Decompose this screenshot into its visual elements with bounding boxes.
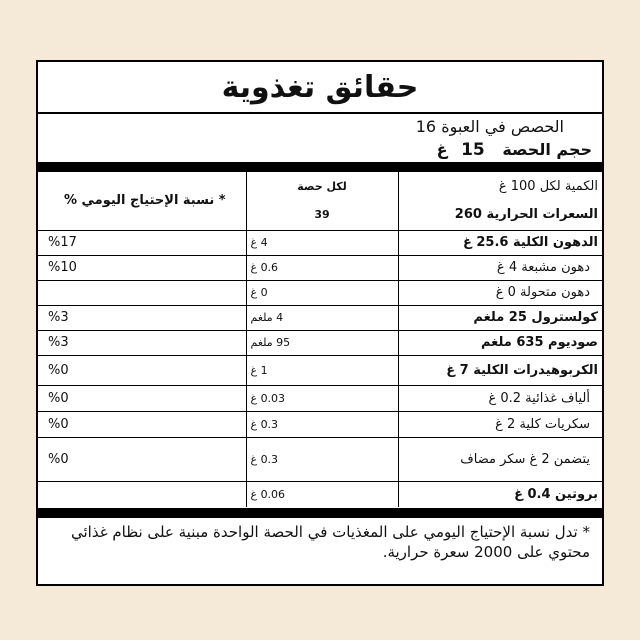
nutrient-name: سكريات كلية 2 غ [398,411,602,437]
label-title: حقائق تغذوية [221,70,419,105]
table-row [38,437,602,481]
per-serving-header: لكل حصة [246,172,398,200]
serving-size-value: 15 [461,140,485,160]
nutrition-facts-label [36,60,604,586]
daily-value-header: * نسبة الإحتياج اليومي % [38,172,246,230]
nutrient-per-serving: 4 ملغم [246,305,398,330]
nutrient-daily-value: %0 [38,437,246,481]
nutrient-name: دهون متحولة 0 غ [398,280,602,305]
table-row [38,255,602,280]
nutrient-daily-value [38,280,246,305]
table-row [38,280,602,305]
nutrient-per-serving: 95 ملغم [246,330,398,355]
nutrient-per-serving: 1 غ [246,355,398,385]
nutrient-per-serving: 0.6 غ [246,255,398,280]
calories-label: السعرات الحرارية 260 [398,200,602,230]
calories-per-serving: 39 [246,200,398,230]
nutrient-per-serving: 0.06 غ [246,481,398,507]
nutrient-daily-value: %0 [38,385,246,411]
footnote: * تدل نسبة الإحتياج اليومي على المغذيات في الحصة الواحدة مبنية على نظام غذائي محتوي على 2000 سعرة حرارية. [71,523,590,561]
nutrient-daily-value: %0 [38,411,246,437]
nutrient-name: بروتين 0.4 غ [398,481,602,507]
nutrient-name: الدهون الكلية 25.6 غ [398,230,602,255]
table-row [38,481,602,507]
nutrition-table [38,172,602,507]
nutrient-name: دهون مشبعة 4 غ [398,255,602,280]
header-row [38,172,602,200]
table-row [38,385,602,411]
table-row [38,355,602,385]
nutrient-name: كولسترول 25 ملغم [398,305,602,330]
table-row [38,411,602,437]
nutrient-name: ألياف غذائية 0.2 غ [398,385,602,411]
table-row [38,305,602,330]
nutrient-per-serving: 4 غ [246,230,398,255]
nutrient-per-serving: 0.03 غ [246,385,398,411]
nutrient-name: الكربوهيدرات الكلية 7 غ [398,355,602,385]
nutrient-daily-value: %0 [38,355,246,385]
nutrient-daily-value [38,481,246,507]
nutrient-name: يتضمن 2 غ سكر مضاف [398,437,602,481]
thick-divider-bottom [38,508,602,518]
nutrient-name: صوديوم 635 ملغم [398,330,602,355]
table-row [38,230,602,255]
serving-size [437,139,592,161]
nutrient-per-serving: 0.3 غ [246,437,398,481]
table-row [38,330,602,355]
thick-divider-top [38,162,602,172]
nutrient-daily-value: %10 [38,255,246,280]
nutrient-per-serving: 0 غ [246,280,398,305]
nutrient-per-serving: 0.3 غ [246,411,398,437]
serving-size-unit: غ [436,140,448,159]
serving-size-label: حجم الحصة [502,140,592,159]
nutrient-daily-value: %17 [38,230,246,255]
title-divider [38,112,602,114]
per100-header: الكمية لكل 100 غ [398,172,602,200]
nutrient-daily-value: %3 [38,330,246,355]
nutrient-daily-value: %3 [38,305,246,330]
servings-per-package: الحصص في العبوة 16 [415,117,564,136]
